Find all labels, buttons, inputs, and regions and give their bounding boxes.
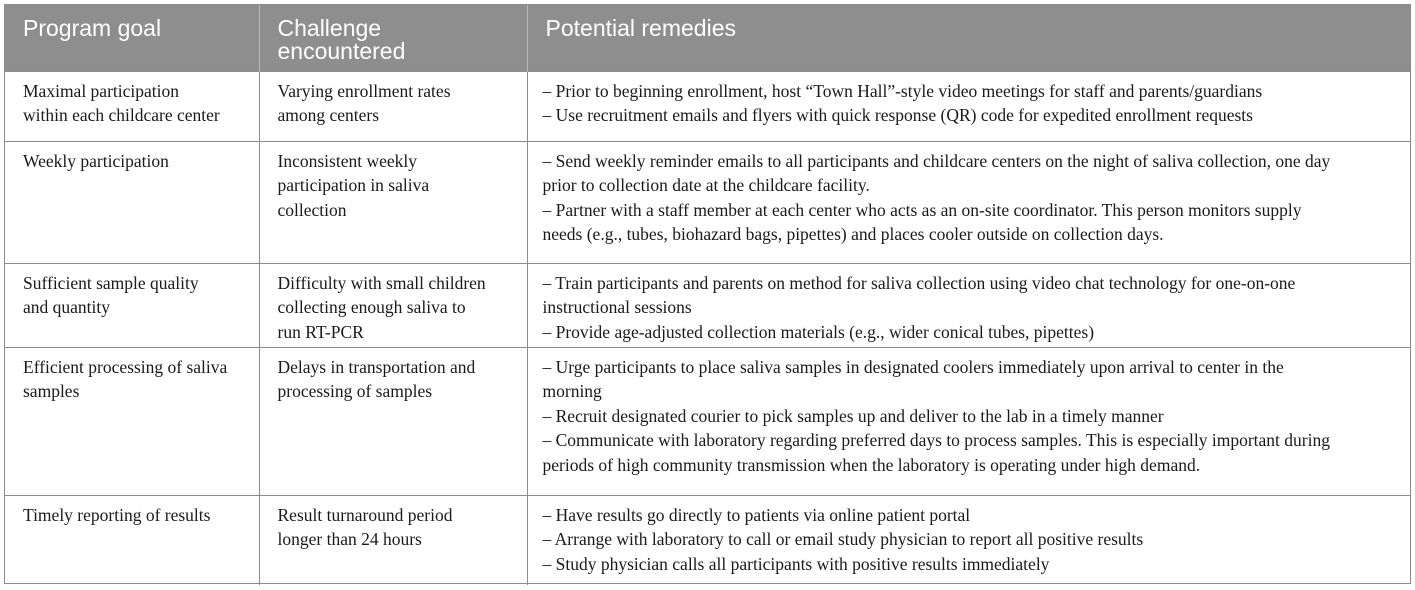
challenge-cell: Result turnaround period longer than 24 hours — [259, 495, 527, 585]
header-row — [5, 5, 1410, 71]
program-table — [5, 5, 1410, 585]
goal-cell: Efficient processing of saliva samples — [5, 347, 259, 495]
table-row — [5, 141, 1410, 263]
table-row — [5, 495, 1410, 585]
challenge-cell: Difficulty with small children collecting enough saliva to run RT-PCR — [259, 263, 527, 347]
goal-cell: Sufficient sample quality and quantity — [5, 263, 259, 347]
table-row — [5, 263, 1410, 347]
goal-cell: Maximal participation within each childcare center — [5, 71, 259, 141]
remedies-cell: – Send weekly reminder emails to all participants and childcare centers on the night of saliva collection, one day prior to collection date at the childcare facility. – Partner with a staff member at each center who acts as an on-site coordinator. This person monitors supply needs (e.g., tubes, biohazard bags, pipettes) and places cooler outside on collection days. — [527, 141, 1410, 263]
header-challenge: Challenge encountered — [259, 5, 527, 71]
remedies-table — [4, 4, 1411, 584]
remedies-cell: – Have results go directly to patients via online patient portal – Arrange with laboratory to call or email study physician to report all positive results – Study physician calls all participants with positive results immediately — [527, 495, 1410, 585]
header-program-goal: Program goal — [5, 5, 259, 71]
challenge-cell: Delays in transportation and processing of samples — [259, 347, 527, 495]
table-row — [5, 71, 1410, 141]
remedies-cell: – Prior to beginning enrollment, host “Town Hall”-style video meetings for staff and parents/guardians – Use recruitment emails and flyers with quick response (QR) code for expedited enrollment requests — [527, 71, 1410, 141]
goal-cell: Weekly participation — [5, 141, 259, 263]
challenge-cell: Inconsistent weekly participation in saliva collection — [259, 141, 527, 263]
table-row — [5, 347, 1410, 495]
goal-cell: Timely reporting of results — [5, 495, 259, 585]
challenge-cell: Varying enrollment rates among centers — [259, 71, 527, 141]
header-remedies: Potential remedies — [527, 5, 1410, 71]
remedies-cell: – Urge participants to place saliva samples in designated coolers immediately upon arrival to center in the morning – Recruit designated courier to pick samples up and deliver to the lab in a timely manner – Communicate with laboratory regarding preferred days to process samples. This is especially important during periods of high community transmission when the laboratory is operating under high demand. — [527, 347, 1410, 495]
remedies-cell: – Train participants and parents on method for saliva collection using video chat technology for one-on-one instructional sessions – Provide age-adjusted collection materials (e.g., wider conical tubes, pipettes) — [527, 263, 1410, 347]
